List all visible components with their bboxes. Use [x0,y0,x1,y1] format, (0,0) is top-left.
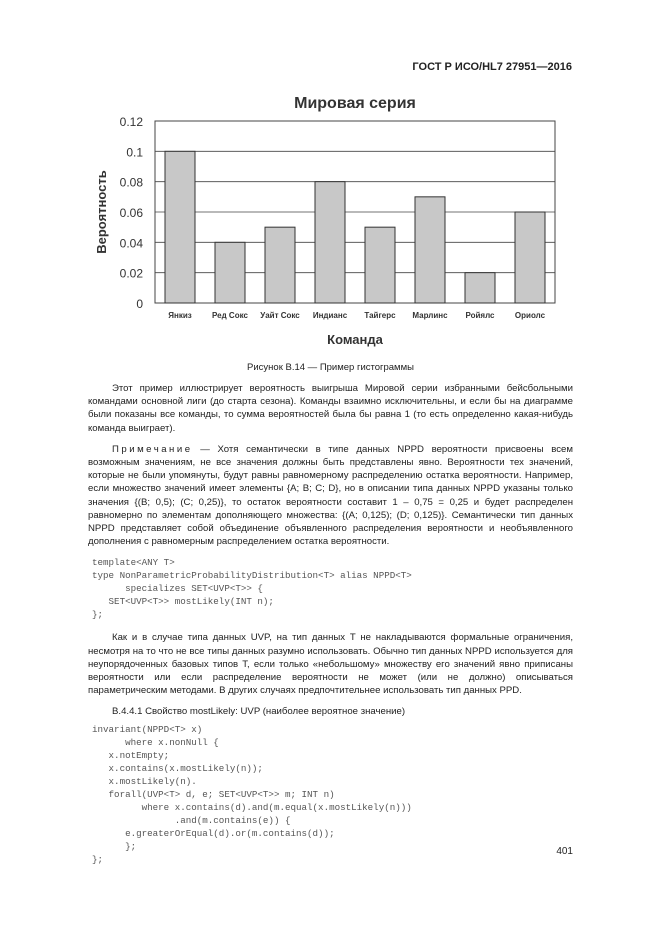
x-tick-label: Янкиз [168,311,192,320]
note-text: — Хотя семантически в типе данных NPPD вероятности присвоены всем возможным значениям, не все значения должны быть представлены явно. Вероятности тех значений, которые не были упомянуты, будут равны равномерному распределению остатка вероятности. Например, если множество значений имеет элементы {A; B; C; D}, но в описании типа данных NPPD указаны только значения {(B; 0,5); (C; 0,25)}, то остаток вероятности составит 1 – 0,75 = 0,25 и будет распределен равномерно по элементам дополняющего множества: {(A; 0,125); (D; 0,125)}. Семантически тип данных NPPD представляет собой объединение объявленного распределения вероятности и необъявленного дополнения с равномерным распределением остатка вероятности. [88,443,573,548]
x-axis-label: Команда [327,332,383,347]
note-paragraph [88,443,573,549]
bar [315,182,345,303]
code-block: template<ANY T> type NonParametricProbabilityDistribution<T> alias NPPD<T> specializes SET<UVP<T>> { SET<UVP<T>> mostLikely(INT n); }; [92,557,412,621]
bar [265,227,295,303]
y-tick-label: 0 [136,297,143,311]
y-tick-label: 0.1 [126,145,143,160]
paragraph: Как и в случае типа данных UVP, на тип данных T не накладываются формальные ограничения, несмотря на то что не все типы данных разумно использовать. Обычно тип данных NPPD используется для неупорядоченных базовых типов T, если только «небольшому» множеству его значений явно приписаны вероятности или если распределение вероятности не может (или не должно) описываться параметрическим методами. В других случаях предпочтительнее использовать тип данных PPD. [88,632,573,697]
bar-chart [0,0,661,360]
x-tick-label: Ройялс [465,311,495,320]
x-tick-label: Ориолс [514,311,546,320]
document-body [88,362,573,876]
x-tick-label: Тайгерс [364,311,396,320]
bar [365,227,395,303]
bar [515,212,545,303]
bar [415,197,445,303]
y-axis-label: Вероятность [94,170,109,254]
code-block: invariant(NPPD<T> x) where x.nonNull { x.notEmpty; x.contains(x.mostLikely(n)); x.mostLikely(n). forall(UVP<T> d, e; SET<UVP<T>> m; INT n) where x.contains(d).and(m.equal(x.mostLikely(n))) .and(m.contains(e)) { e.greaterOrEqual(d).or(m.contains(d)); }; }; [92,723,412,865]
figure-caption: Рисунок В.14 — Пример гистограммы [247,362,414,373]
note-label: Примечание [112,443,193,455]
y-tick-label: 0.06 [119,206,143,220]
x-tick-label: Индианс [312,311,348,320]
x-tick-label: Ред Сокс [212,311,248,320]
paragraph: Этот пример иллюстрирует вероятность выигрыша Мировой серии избранными бейсбольными командами основной лиги (до старта сезона). Команды взаимно исключительны, и если бы на диаграмме были показаны все команды, то сумма вероятностей была бы равна 1 (то есть определенно какая-нибудь команда выиграет). [88,383,573,434]
y-tick-label: 0.12 [119,115,143,129]
bar [465,273,495,303]
document-header: ГОСТ Р ИСО/HL7 27951—2016 [412,61,572,73]
x-tick-label: Уайт Сокс [260,311,300,320]
section-heading: В.4.4.1 Свойство mostLikely: UVP (наиболее вероятное значение) [112,706,406,718]
bar [215,242,245,303]
bar [165,151,195,303]
chart-title: Мировая серия [294,95,416,112]
y-tick-label: 0.08 [119,175,143,190]
y-tick-label: 0.04 [119,236,143,251]
x-tick-label: Марлинс [412,311,448,320]
page-number: 401 [556,846,573,857]
y-tick-label: 0.02 [119,266,143,281]
